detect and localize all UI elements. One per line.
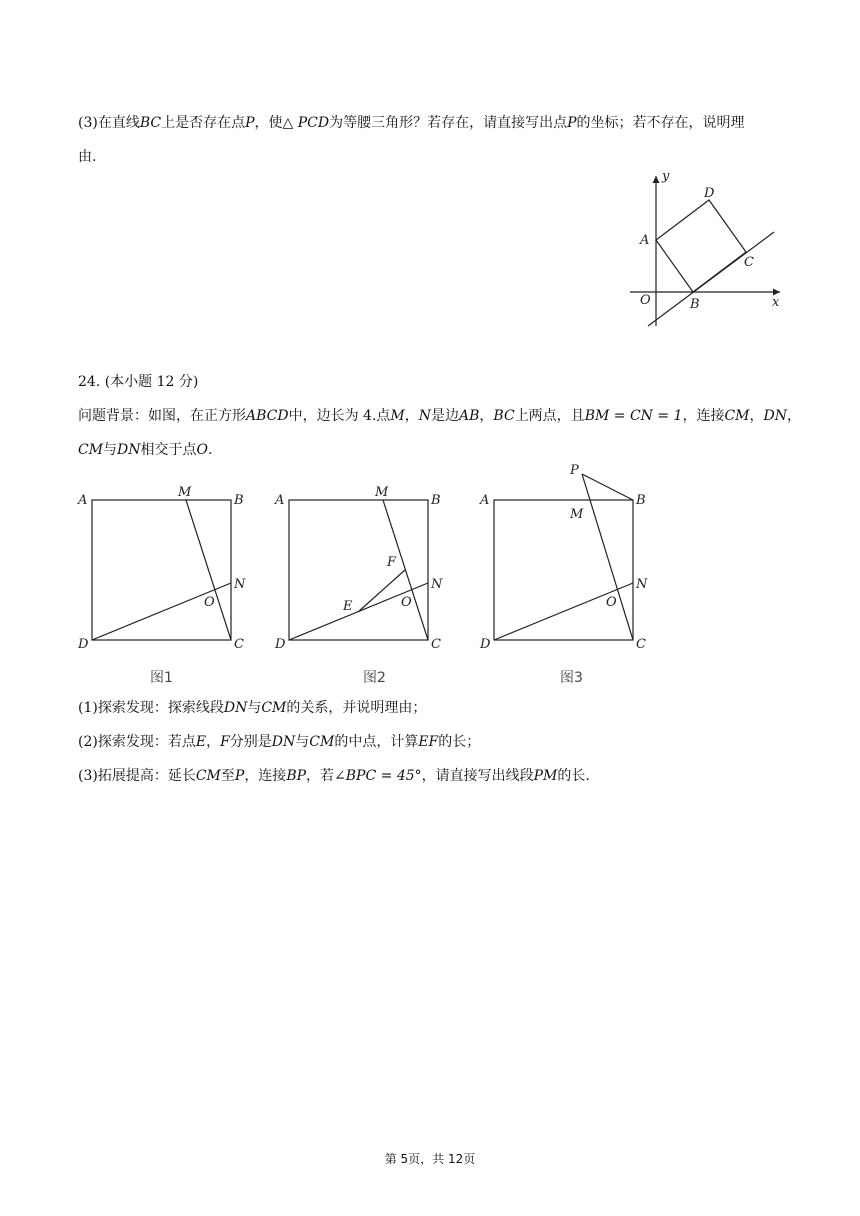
- label-b: B: [431, 493, 441, 508]
- label-c: C: [234, 637, 244, 652]
- label-o: O: [640, 293, 651, 308]
- label-b: B: [690, 297, 700, 312]
- square: [289, 500, 428, 640]
- figure-1: [70, 460, 260, 690]
- figure-3: [472, 460, 662, 690]
- label-o: O: [606, 595, 617, 610]
- label-d: D: [704, 186, 715, 201]
- square: [92, 500, 231, 640]
- coordinate-figure: [620, 170, 790, 330]
- label-f: F: [387, 555, 397, 570]
- caption: 图2: [363, 670, 386, 686]
- label-m: M: [178, 485, 192, 500]
- q23-part3-line1: (3)在直线BC上是否存在点P，使△ PCD为等腰三角形？若存在，请直接写出点P的坐标；若不存在，说明理: [78, 115, 745, 131]
- segment-dn: [494, 583, 633, 640]
- square: [494, 500, 633, 640]
- label-n: N: [636, 577, 648, 592]
- label-a: A: [480, 493, 490, 508]
- label-o: O: [401, 595, 412, 610]
- label-x: x: [772, 295, 780, 310]
- caption: 图3: [560, 670, 583, 686]
- label-n: N: [431, 577, 443, 592]
- label-m: M: [570, 507, 584, 522]
- page-footer: 第 5页，共 12页: [384, 1152, 476, 1166]
- label-d: D: [275, 637, 286, 652]
- label-n: N: [234, 577, 246, 592]
- label-e: E: [343, 599, 353, 614]
- q23-part3-line2: 由.: [78, 149, 97, 165]
- label-b: B: [636, 493, 646, 508]
- label-y: y: [662, 170, 670, 184]
- square-abcd: [656, 200, 746, 292]
- label-a: A: [640, 233, 650, 248]
- label-a: A: [275, 493, 285, 508]
- label-c: C: [431, 637, 441, 652]
- segment-cm: [383, 500, 428, 640]
- q24-header: 24. (本小题 12 分): [78, 374, 199, 390]
- figure-2: [267, 460, 457, 690]
- label-o: O: [204, 595, 215, 610]
- q24-part1: (1)探索发现：探索线段DN与CM的关系，并说明理由；: [78, 700, 427, 716]
- segment-ef: [358, 570, 405, 612]
- label-d: D: [480, 637, 491, 652]
- caption: 图1: [150, 670, 173, 686]
- label-c: C: [636, 637, 646, 652]
- label-a: A: [78, 493, 88, 508]
- label-m: M: [375, 485, 389, 500]
- label-c: C: [744, 255, 754, 270]
- label-d: D: [78, 637, 89, 652]
- segment-cp: [582, 474, 633, 640]
- label-p: P: [570, 463, 579, 478]
- q24-part2: (2)探索发现：若点E，F分别是DN与CM的中点，计算EF的长；: [78, 734, 481, 750]
- segment-dn: [92, 583, 231, 640]
- q24-part3: (3)拓展提高：延长CM至P，连接BP，若∠BPC = 45°，请直接写出线段PM的长.: [78, 768, 590, 784]
- q24-background-line2: CM与DN相交于点O.: [78, 442, 213, 458]
- label-b: B: [234, 493, 244, 508]
- segment-cm: [186, 500, 231, 640]
- segment-bp: [582, 474, 633, 500]
- q24-background-line1: 问题背景：如图，在正方形ABCD中，边长为 4.点M，N是边AB，BC上两点，且BM = CN = 1，连接CM，DN，: [78, 408, 801, 424]
